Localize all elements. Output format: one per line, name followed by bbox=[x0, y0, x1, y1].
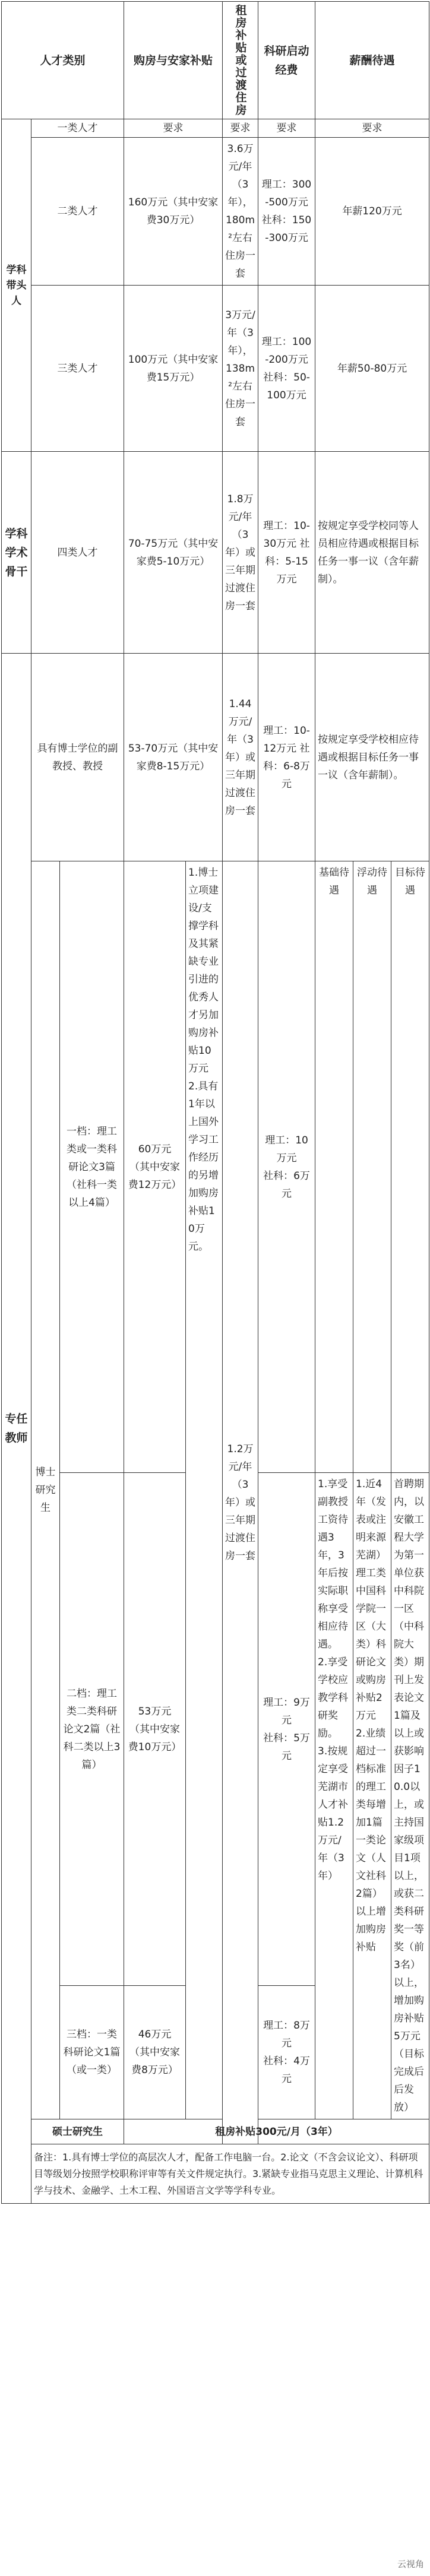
phd-tier2-housing-amount: 53万元 bbox=[138, 1705, 172, 1718]
master-name: 硕士研究生 bbox=[31, 2119, 124, 2144]
assoc-prof-salary: 按规定享受学校相应待遇或根据目标任务一事一议（含年薪制）。 bbox=[315, 654, 429, 861]
phd-rent: 1.2万元/年（3年）或三年期过渡住房一套 bbox=[223, 861, 258, 2144]
req-housing: 要求 bbox=[124, 119, 223, 138]
phd-group: 博士研究生 bbox=[31, 861, 60, 2119]
phd-tier1-name: 一档：理工类或一类科研论文3篇（社科一类以上4篇） bbox=[60, 861, 124, 1473]
phd-tier3-family: （其中安家费8万元） bbox=[129, 2046, 181, 2077]
master-rent: 租房补贴300元/月（3年） bbox=[124, 2119, 429, 2144]
policy-table-page bbox=[1, 1, 429, 2575]
header-rent: 租房补贴或过渡住房 bbox=[223, 2, 258, 119]
backbone-name: 四类人才 bbox=[31, 452, 124, 654]
assoc-prof-rent: 1.44万元/年（3年）或三年期过渡住房一套 bbox=[223, 654, 258, 861]
phd-target-label: 目标待遇 bbox=[391, 861, 429, 1473]
req-salary: 要求 bbox=[315, 119, 429, 138]
backbone-housing: 70-75万元（其中安家费5-10万元） bbox=[124, 452, 223, 654]
leader-tier3-row bbox=[2, 286, 429, 452]
leader-category: 学科带头人 bbox=[2, 119, 31, 452]
phd-tier1-row bbox=[2, 861, 429, 1473]
phd-tier1-research-soc: 社科：6万元 bbox=[263, 1170, 310, 1200]
phd-tier2-name: 二档：理工类二类科研论文2篇（社科二类以上3篇） bbox=[60, 1473, 124, 1986]
phd-tier2-research-soc: 社科：5万元 bbox=[263, 1732, 310, 1762]
header-row bbox=[2, 2, 429, 119]
phd-tier1-family: （其中安家费12万元） bbox=[128, 1161, 182, 1191]
backbone-row bbox=[2, 452, 429, 654]
phd-tier1-research-sci: 理工：10万元 bbox=[265, 1134, 308, 1164]
phd-basic-salary: 1.享受副教授工资待遇3年，3年后按实际职称享受相应待遇。 2.享受学校应教学科研奖励。 3.按规定享受芜湖市人才补贴1.2万元/年（3年） bbox=[315, 1473, 353, 2119]
faculty-category: 专任教师 bbox=[2, 654, 31, 2204]
phd-tier2-housing bbox=[124, 1473, 186, 1986]
phd-tier3-research-sci: 理工：8万元 bbox=[263, 2020, 310, 2050]
phd-tier3-housing bbox=[124, 1986, 186, 2119]
requirement-row bbox=[2, 119, 429, 138]
backbone-salary: 按规定享受学校同等人员相应待遇或根据目标任务一事一议（含年薪制）。 bbox=[315, 452, 429, 654]
leader-tier2-research: 理工：300-500万元 社科：150-300万元 bbox=[258, 138, 315, 286]
req-research: 要求 bbox=[258, 119, 315, 138]
header-salary: 薪酬待遇 bbox=[315, 2, 429, 119]
leader-tier3-housing: 100万元（其中安家费15万元） bbox=[124, 286, 223, 452]
leader-tier2-rent: 3.6万元/年（3年），180m²左右住房一套 bbox=[223, 138, 258, 286]
phd-tier3-housing-amount: 46万元 bbox=[138, 2029, 172, 2041]
header-category: 人才类别 bbox=[2, 2, 124, 119]
tier1-name: 一类人才 bbox=[31, 119, 124, 138]
req-rent: 要求 bbox=[223, 119, 258, 138]
phd-tier3-research bbox=[258, 1986, 315, 2119]
assoc-prof-research: 理工：10-12万元 社科：6-8万元 bbox=[258, 654, 315, 861]
footnote: 备注：1.具有博士学位的高层次人才，配备工作电脑一台。2.论文（不含会议论文）、科研项目等级划分按照学校职称评审等有关文件规定执行。3.紧缺专业指马克思主义理论、计算机科学与技术、金融学、土木工程、外国语言文学等学科专业。 bbox=[31, 2144, 429, 2204]
phd-tier2-research bbox=[258, 1473, 315, 1986]
leader-tier3-name: 三类人才 bbox=[31, 286, 124, 452]
phd-float-salary: 1.近4年（发表或注明来源芜湖）理工类中国科学院一区（大类）科研论文或购房补贴2万元 2.业绩超过一档标准的理工类每增加1篇一类论文（人文社科2篇）以上增加购房补贴 bbox=[353, 1473, 391, 2119]
phd-housing-bonus: 1.博士立项建设/支撑学科及其紧缺专业引进的优秀人才另加购房补贴10万元 2.具有1年以上国外学习工作经历的另增加购房补贴10万元。 bbox=[186, 861, 223, 2119]
leader-tier3-salary: 年薪50-80万元 bbox=[315, 286, 429, 452]
leader-tier3-rent: 3万元/年（3年），138m²左右住房一套 bbox=[223, 286, 258, 452]
master-row bbox=[2, 2119, 429, 2144]
backbone-research: 理工：10-30万元 社科：5-15万元 bbox=[258, 452, 315, 654]
note-row bbox=[2, 2144, 429, 2204]
watermark: 云视角 bbox=[397, 2559, 424, 2569]
phd-tier3-name: 三档：一类科研论文1篇（或一类） bbox=[60, 1986, 124, 2119]
phd-tier1-housing-amount: 60万元 bbox=[138, 1143, 172, 1155]
talent-policy-table bbox=[1, 1, 429, 2204]
leader-tier3-research: 理工：100-200万元 社科：50-100万元 bbox=[258, 286, 315, 452]
assoc-prof-housing: 53-70万元（其中安家费8-15万元） bbox=[124, 654, 223, 861]
phd-basic-label: 基础待遇 bbox=[315, 861, 353, 1473]
phd-tier1-housing bbox=[124, 861, 186, 1473]
leader-tier2-salary: 年薪120万元 bbox=[315, 138, 429, 286]
leader-tier2-row bbox=[2, 138, 429, 286]
assoc-prof-name: 具有博士学位的副教授、教授 bbox=[31, 654, 124, 861]
phd-float-label: 浮动待遇 bbox=[353, 861, 391, 1473]
leader-tier2-housing: 160万元（其中安家费30万元） bbox=[124, 138, 223, 286]
backbone-category: 学科学术骨干 bbox=[2, 452, 31, 654]
phd-tier2-research-sci: 理工：9万元 bbox=[263, 1696, 310, 1726]
phd-tier1-research bbox=[258, 861, 315, 1473]
phd-tier2-family: （其中安家费10万元） bbox=[128, 1723, 182, 1753]
header-research: 科研启动经费 bbox=[258, 2, 315, 119]
phd-target-salary: 首聘期内，以安徽工程大学为第一单位获中科院一区（中科院大类）期刊上发表论文1篇及以上或获影响因子10.0以上，或主持国家级项目1项以上，或获二类科研奖一等奖（前3名）以上，增加购房补贴5万元（目标完成后后发放） bbox=[391, 1473, 429, 2119]
header-housing: 购房与安家补贴 bbox=[124, 2, 223, 119]
phd-tier3-research-soc: 社科：4万元 bbox=[263, 2055, 310, 2086]
backbone-rent: 1.8万元/年（3年）或三年期过渡住房一套 bbox=[223, 452, 258, 654]
leader-tier2-name: 二类人才 bbox=[31, 138, 124, 286]
assoc-prof-row bbox=[2, 654, 429, 861]
